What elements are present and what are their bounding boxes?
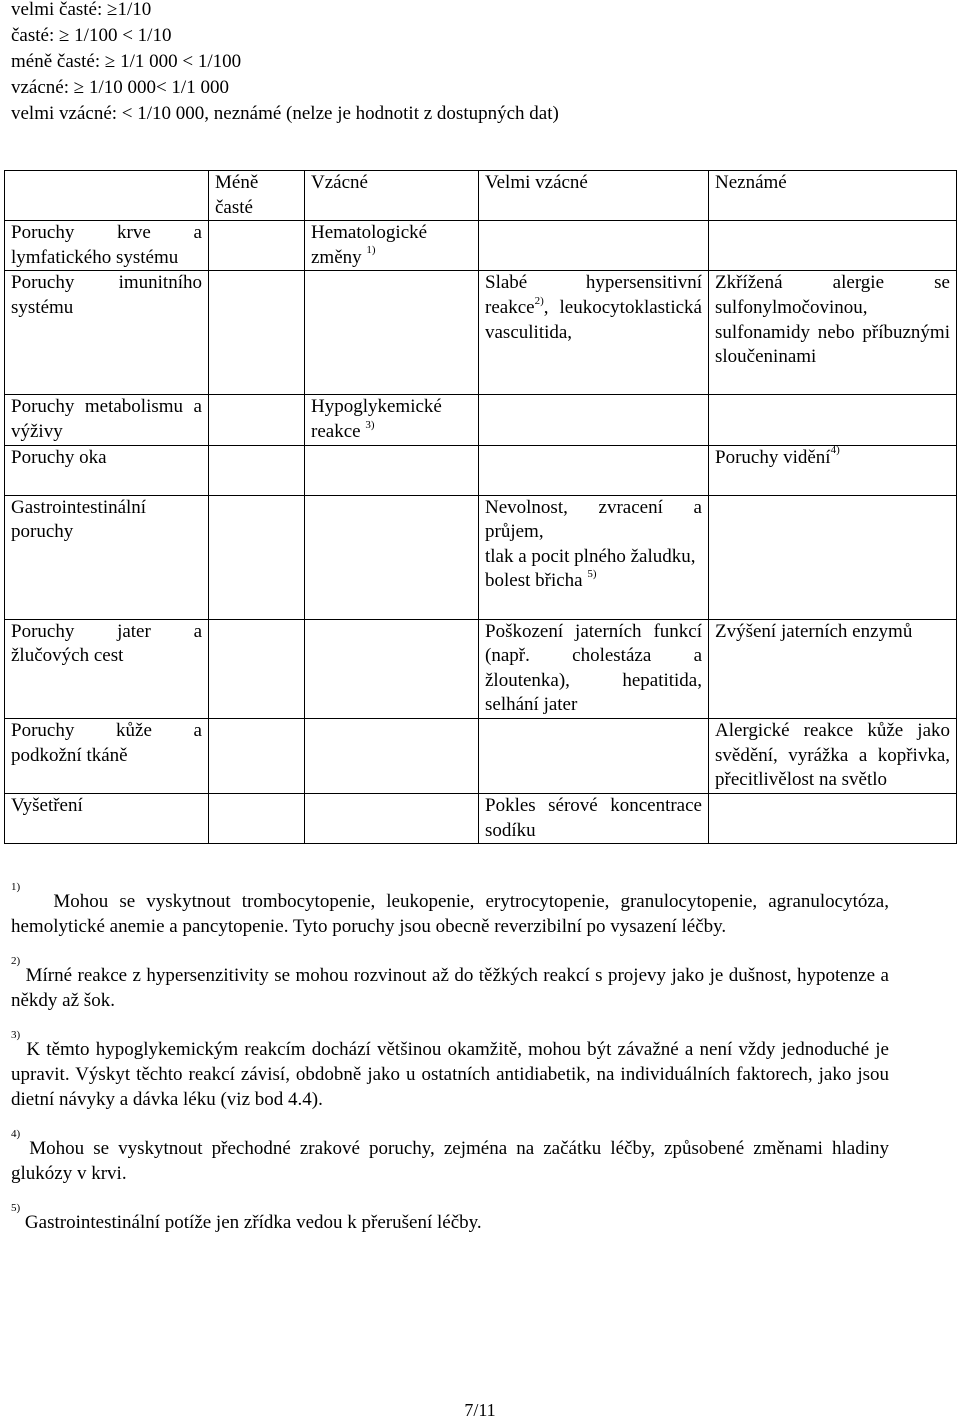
table-row <box>5 221 957 271</box>
frequency-legend <box>11 0 559 127</box>
organ-cell: Poruchy oka <box>5 445 209 495</box>
page-number: 7/11 <box>464 1400 496 1420</box>
very-rare-cell: Nevolnost, zvracení a průjem, tlak a pocit plného žaludku, bolest břicha $^{5)}$ <box>479 495 709 619</box>
freq-common: časté: ≥ 1/100 < 1/10 <box>11 25 172 46</box>
organ-cell: Gastrointestinální poruchy <box>5 495 209 619</box>
organ-cell: Vyšetření <box>5 793 209 843</box>
footnote: $^{3)}$ K těmto hypoglykemickým reakcím dochází většinou okamžitě, mohou být závažné a není vždy jednoduché je upravit. Výskyt těchto reakcí závisí, obdobně jako u ostatních antidiabetik, na individuálních faktorech, jako jsou dietní návyky a dávka léku (viz bod 4.4). <box>11 1029 889 1110</box>
table-row <box>5 495 957 619</box>
table-header-row <box>5 171 957 221</box>
freq-rare: vzácné: ≥ 1/10 000< 1/1 000 <box>11 77 229 98</box>
unknown-cell: Zkřížená alergie se sulfonylmočovinou, sulfonamidy nebo příbuznými sloučeninami <box>709 271 957 395</box>
table-row <box>5 271 957 395</box>
rare-cell: Hematologické změny $^{1)}$ <box>305 221 479 271</box>
very-rare-cell: Pokles sérové koncentrace sodíku <box>479 793 709 843</box>
organ-cell: Poruchy krve a lymfatického systému <box>5 221 209 271</box>
organ-cell: Poruchy metabolismu a výživy <box>5 395 209 445</box>
organ-cell: Poruchy jater a žlučových cest <box>5 619 209 718</box>
footnote: $^{4)}$ Mohou se vyskytnout přechodné zrakové poruchy, zejména na začátku léčby, způsobené změnami hladiny glukózy v krvi. <box>11 1128 890 1184</box>
header-unknown: Neznámé <box>709 171 957 221</box>
header-organ <box>5 171 209 221</box>
table-row <box>5 718 957 793</box>
table-row <box>5 793 957 843</box>
header-rare: Vzácné <box>305 171 479 221</box>
very-rare-cell: Slabé hypersensitivní reakce$^{2)}$, leukocytoklastická vasculitida, <box>479 271 709 395</box>
unknown-cell: Alergické reakce kůže jako svědění, vyrážka a kopřivka, přecitlivělost na světlo <box>709 718 957 793</box>
footnote: $^{5)}$ Gastrointestinální potíže jen zřídka vedou k přerušení léčby. <box>11 1202 482 1234</box>
footnote: $^{1)}$ Mohou se vyskytnout trombocytopenie, leukopenie, erytrocytopenie, granulocytopenie, agranulocytóza, hemolytické anemie a pancytopenie. Tyto poruchy jsou obecně reverzibilní po vysazení léčby. <box>11 881 889 937</box>
organ-cell: Poruchy imunitního systému <box>5 271 209 395</box>
table-row <box>5 619 957 718</box>
freq-very-common: velmi časté: ≥1/10 <box>11 0 152 20</box>
header-very-rare: Velmi vzácné <box>479 171 709 221</box>
freq-uncommon: méně časté: ≥ 1/1 000 < 1/100 <box>11 51 242 72</box>
table-row <box>5 395 957 445</box>
freq-very-rare: velmi vzácné: < 1/10 000, neznámé (nelze je hodnotit z dostupných dat) <box>11 103 559 124</box>
very-rare-cell: Poškození jaterních funkcí (např. cholestáza a žloutenka), hepatitida, selhání jater <box>479 619 709 718</box>
unknown-cell: Zvýšení jaterních enzymů <box>709 619 957 718</box>
header-uncommon: Méně časté <box>209 171 305 221</box>
adverse-effects-table <box>4 170 957 844</box>
organ-cell: Poruchy kůže a podkožní tkáně <box>5 718 209 793</box>
unknown-cell: Poruchy vidění$^{4)}$ <box>709 445 957 495</box>
table-row <box>5 445 957 495</box>
rare-cell: Hypoglykemické reakce $^{3)}$ <box>305 395 479 445</box>
footnote: $^{2)}$ Mírné reakce z hypersenzitivity se mohou rozvinout až do těžkých reakcí s projevy jako je dušnost, hypotenze a někdy až šok. <box>11 955 889 1011</box>
footnotes <box>11 881 890 1261</box>
